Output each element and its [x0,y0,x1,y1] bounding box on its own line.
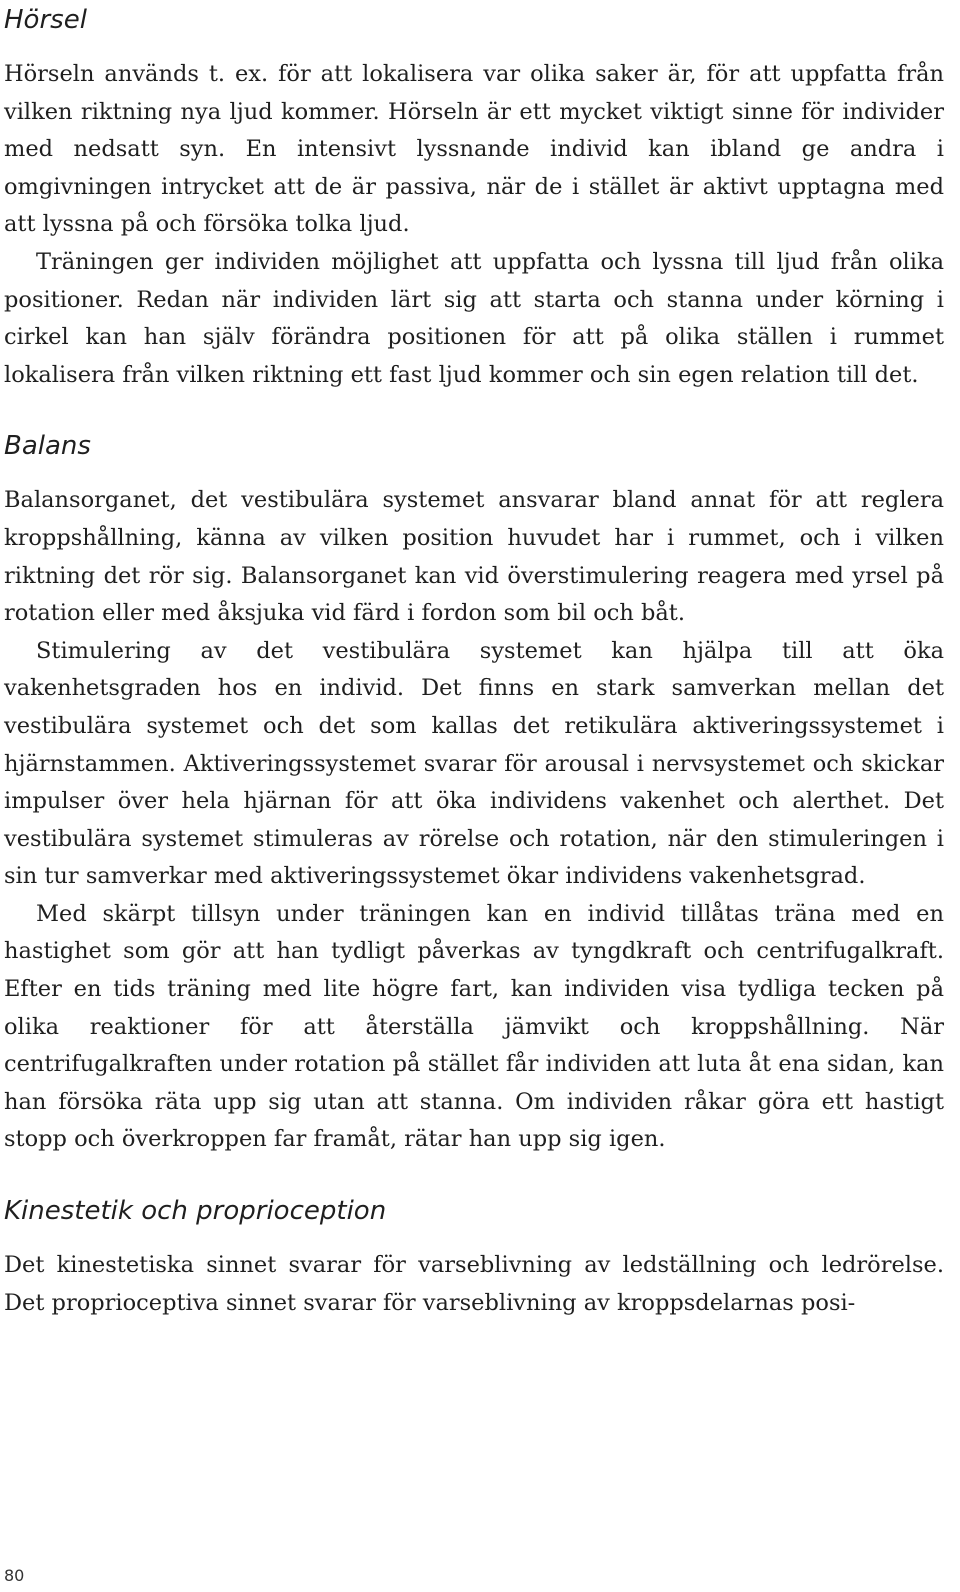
paragraph-kinestetik-1: Det kinestetiska sinnet svarar för varseblivning av ledställning och ledrörelse. Det proprioceptiva sinnet svarar för varseblivning av kroppsdelarnas posi- [4,1252,944,1316]
page-number: 80 [4,1566,25,1585]
paragraph-balans-2: Stimulering av det vestibulära systemet kan hjälpa till att öka vakenhetsgraden hos en individ. Det finns en stark samverkan mellan det vestibulära systemet och det som kallas det retikulära aktiveringssystemet i hjärnstammen. Aktiveringssystemet svarar för arousal i nervsystemet och skickar impulser över hela hjärnan för att öka individens vakenhet och alerthet. Det vestibulära systemet stimuleras av rörelse och rotation, när den stimuleringen i sin tur samverkar med aktiveringssystemet ökar individens vakenhetsgrad. [4,637,944,890]
section-heading-kinestetik: Kinestetik och proprioception [4,1196,387,1227]
section-heading-balans: Balans [4,431,91,462]
paragraph-horsel-1: Hörseln används t. ex. för att lokalisera var olika saker är, för att uppfatta från vilken riktning nya ljud kommer. Hörseln är ett mycket viktigt sinne för individer med nedsatt syn. En intensivt lyssnande individ kan ibland ge andra i omgivningen intrycket att de är passiva, när de i stället är aktivt upptagna med att lyssna på och försöka tolka ljud. [4,61,944,238]
paragraph-horsel-2: Träningen ger individen möjlighet att uppfatta och lyssna till ljud från olika positioner. Redan när individen lärt sig att starta och stanna under körning i cirkel kan han själv förändra positionen för att på olika ställen i rummet lokalisera från vilken riktning ett fast ljud kommer och sin egen relation till det. [4,248,944,388]
document-page [4,0,944,1322]
section-heading-horsel: Hörsel [4,5,87,35]
paragraph-balans-1: Balansorganet, det vestibulära systemet ansvarar bland annat för att reglera kroppshållning, känna av vilken position huvudet har i rummet, och i vilken riktning det rör sig. Balansorganet kan vid överstimulering reagera med yrsel på rotation eller med åksjuka vid färd i fordon som bil och båt. [4,487,944,627]
paragraph-balans-3: Med skärpt tillsyn under träningen kan en individ tillåtas träna med en hastighet som gör att han tydligt påverkas av tyngdkraft och centrifugalkraft. Efter en tids träning med lite högre fart, kan individen visa tydliga tecken på olika reaktioner för att återställa jämvikt och kroppshållning. När centrifugalkraften under rotation på stället får individen att luta åt ena sidan, kan han försöka räta upp sig utan att stanna. Om individen råkar göra ett hastigt stopp och överkroppen far framåt, rätar han upp sig igen. [4,900,944,1153]
